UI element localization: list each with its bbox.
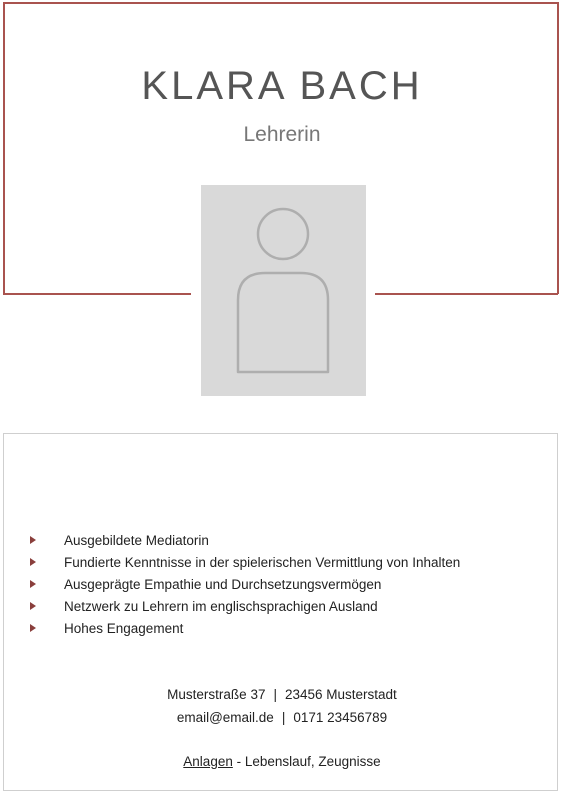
list-item [30,552,550,574]
highlight-text: Hohes Engagement [64,621,184,636]
triangle-bullet-icon [30,558,36,566]
separator: | [273,687,277,702]
street: Musterstraße 37 [167,687,266,702]
attachments-label: Anlagen [183,754,233,769]
list-item [30,596,550,618]
list-item [30,530,550,552]
highlights-list [30,530,550,640]
triangle-bullet-icon [30,580,36,588]
list-item [30,574,550,596]
applicant-name: KLARA BACH [141,64,423,108]
highlight-text: Ausgebildete Mediatorin [64,533,209,548]
attachments-line [0,752,564,772]
email-address[interactable]: email@email.de [176,710,274,725]
address-line [0,685,564,705]
applicant-role: Lehrerin [243,123,321,146]
separator: | [281,710,286,725]
highlight-text: Ausgeprägte Empathie und Durchsetzungsvermögen [64,577,382,592]
attachments-items: Lebenslauf, Zeugnisse [244,754,381,769]
triangle-bullet-icon [30,602,36,610]
triangle-bullet-icon [30,624,36,632]
highlight-text: Netzwerk zu Lehrern im englischsprachigen Ausland [64,599,378,614]
email-phone-line [0,708,564,728]
frame-bottom-right-border [375,293,558,295]
frame-bottom-left-border [3,293,191,295]
frame-top-border [3,2,558,4]
city: 23456 Musterstadt [284,687,397,702]
triangle-bullet-icon [30,536,36,544]
list-item [30,618,550,640]
person-silhouette-icon [201,185,366,396]
highlight-text: Fundierte Kenntnisse in der spielerischen Vermittlung von Inhalten [64,555,461,570]
photo-placeholder [201,185,366,396]
phone-number: 0171 23456789 [293,710,388,725]
attachments-dash: - [232,754,245,769]
